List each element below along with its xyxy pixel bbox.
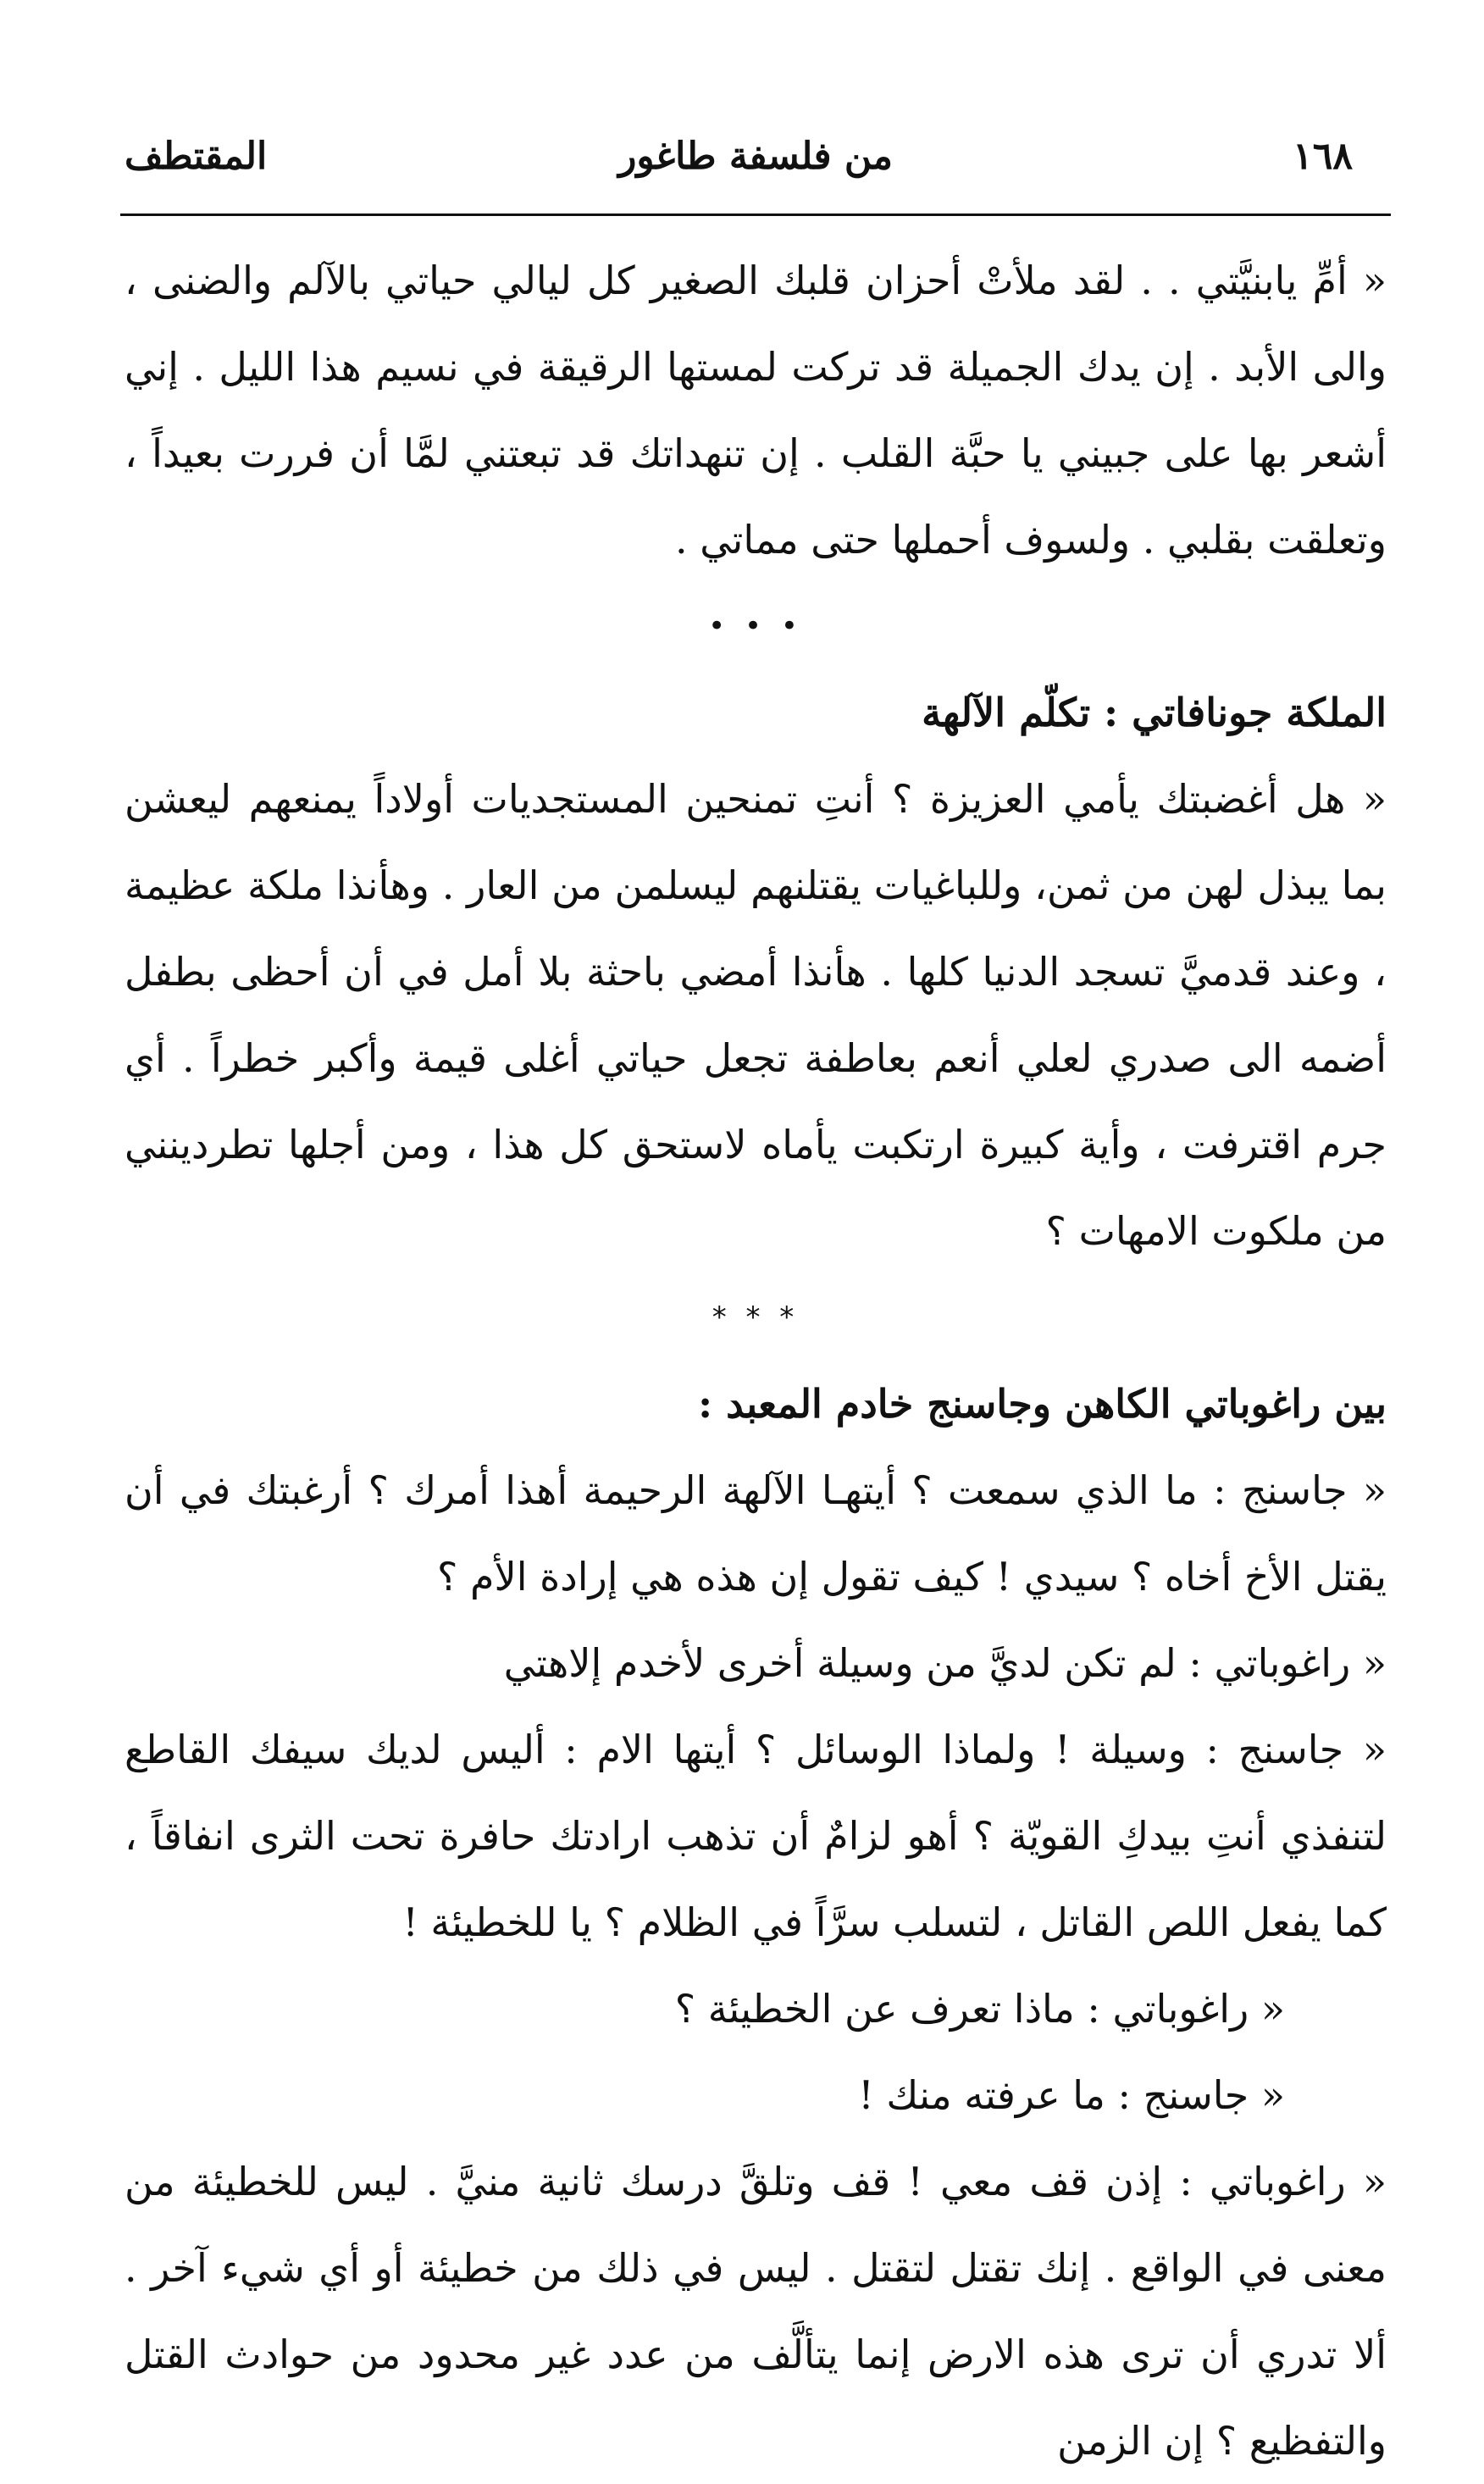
dialogue-line: « راغوباتي : إذن قف معي ! قف وتلقَّ درسك ثانية منيَّ . ليس للخطيئة من معنى في الواقع . إنك تقتل لتقتل . ليس في ذلك من خطيئة أو أي شيء آخر . ألا تدري أن ترى هذه الارض إنما يتألَّف من عدد غير محدود من حوادث القتل والتفظيع ؟ إن الزمن [125, 2159, 1387, 2464]
section-separator: * * * [712, 1300, 800, 1334]
dialogue-line: « جاسنج : ما الذي سمعت ؟ أيتهـا الآلهة الرحيمة أهذا أمرك ؟ أرغبتك في أن يقتل الأخ أخاه ؟ سيدي ! كيف تقول إن هذه هي إرادة الأم ؟ [125, 1467, 1387, 1600]
section-separator: • • • [708, 609, 803, 643]
dialogue-line: « جاسنج : ما عرفته منك ! [858, 2072, 1285, 2118]
journal-name: المقتطف [125, 135, 268, 178]
dialogue-line: « راغوباتي : لم تكن لديَّ من وسيلة أخرى لأخدم إلاهتي [503, 1640, 1387, 1686]
dialogue-line: « جاسنج : وسيلة ! ولماذا الوسائل ؟ أيتها الام : أليس لديك سيفك القاطع لتنفذي أنتِ بيدكِ القويّة ؟ أهو لزامٌ أن تذهب ارادتك حافرة تحت الثرى انفاقاً ، كما يفعل اللص القاتل ، لتسلب سرَّاً في الظلام ؟ يا للخطيئة ! [125, 1727, 1387, 1945]
scene-heading-queen: الملكة جونافاتي : تكلّم الآلهة [922, 690, 1387, 735]
header-divider [120, 213, 1391, 216]
paragraph-mother-address: « أمِّ يابنيَّتي . . لقد ملأتْ أحزان قلبك الصغير كل ليالي حياتي بالآلم والضنى ، والى الأبد . إن يدك الجميلة قد تركت لمستها الرقيقة في نسيم هذا الليل . إني أشعر بها على جبيني يا حبَّة القلب . إن تنهداتك قد تبعتني لمَّا أن فررت بعيداً ، وتعلقت بقلبي . ولسوف أحملها حتى مماتي . [125, 258, 1387, 563]
page-number: ١٦٨ [1293, 135, 1353, 178]
article-body [125, 237, 1387, 2484]
paragraph-queen-speech: « هل أغضبتك يأمي العزيزة ؟ أنتِ تمنحين المستجديات أولاداً يمنعهم ليعشن بما يبذل لهن من ثمن، وللباغيات يقتلنهم ليسلمن من العار . وهأنذا ملكة عظيمة ، وعند قدميَّ تسجد الدنيا كلها . هأنذا أمضي باحثة بلا أمل في أن أحظى بطفل أضمه الى صدري لعلي أنعم بعاطفة تجعل حياتي أغلى قيمة وأكبر خطراً . أي جرم اقترفت ، وأية كبيرة ارتكبت يأماه لاستحق كل هذا ، ومن أجلها تطردينني من ملكوت الامهات ؟ [125, 776, 1387, 1254]
dialogue-line: « راغوباتي : ماذا تعرف عن الخطيئة ؟ [674, 1986, 1285, 2032]
running-header [125, 127, 1387, 186]
scene-heading-dialogue: بين راغوباتي الكاهن وجاسنج خادم المعبد : [698, 1381, 1387, 1427]
running-title: من فلسفة طاغور [618, 135, 893, 178]
